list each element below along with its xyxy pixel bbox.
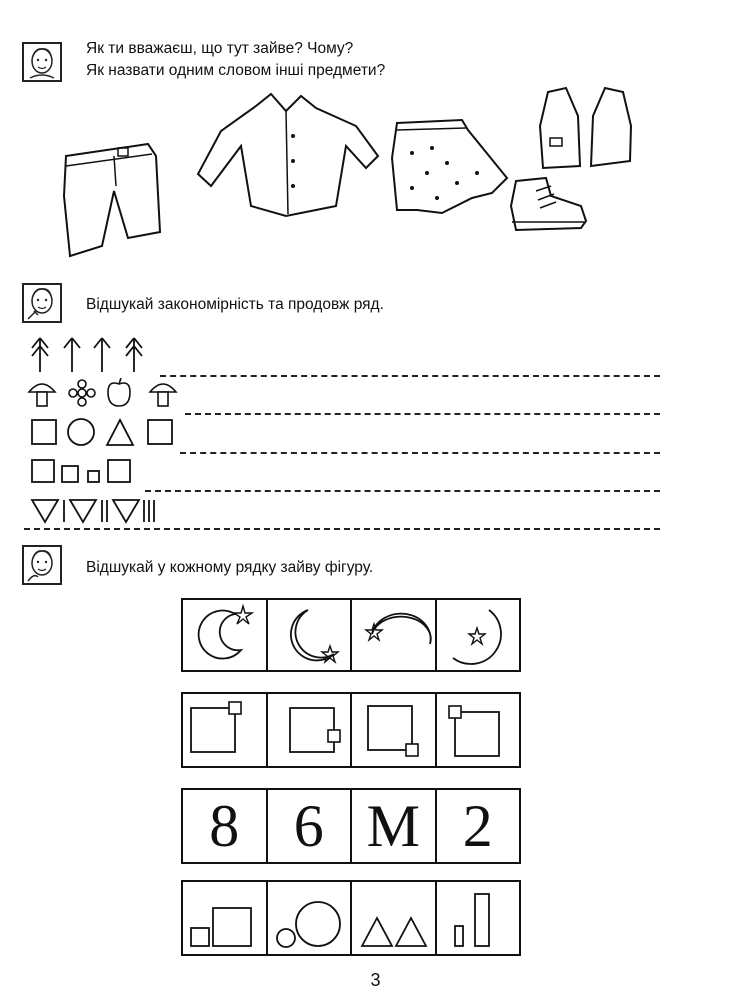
symbol-cell-3[interactable] [352,790,437,862]
pattern-row-sizes [30,458,140,486]
answer-line-3 [180,452,660,454]
symbol-cell-1[interactable] [183,790,268,862]
moon-cell-2[interactable] [268,600,353,670]
task1-question-1: Як ти вважаєш, що тут зайве? Чому? [86,40,354,57]
vest-illustration [538,86,633,176]
square-cell-3[interactable] [352,694,437,766]
pattern-row-shapes [30,418,180,448]
odd-one-row-symbols [181,788,521,864]
boot-illustration [506,176,591,236]
answer-line-4 [145,490,660,492]
answer-line-5 [24,528,660,530]
square-cell-2[interactable] [268,694,353,766]
pattern-row-objects [26,378,186,410]
moon-cell-4[interactable] [437,600,520,670]
odd-one-row-moons [181,598,521,672]
child-writing-icon [22,283,62,323]
symbol-cell-4[interactable] [437,790,520,862]
task2-instruction: Відшукай закономірність та продовж ряд. [86,296,384,313]
pattern-row-triangles-bars [30,497,160,525]
child-pointing-icon [22,545,62,585]
task1-question-2: Як назвати одним словом інші предмети? [86,62,386,79]
moon-cell-3[interactable] [352,600,437,670]
symbol-2: 6 [293,793,324,859]
task3-instruction: Відшукай у кожному рядку зайву фігуру. [86,559,374,576]
odd-one-row-squares [181,692,521,768]
child-face-icon [22,42,62,82]
pair-cell-4[interactable] [437,882,520,954]
odd-one-row-pairs [181,880,521,956]
shirt-illustration [196,86,381,221]
symbol-cell-2[interactable] [268,790,353,862]
pair-cell-1[interactable] [183,882,268,954]
symbol-4: 2 [462,793,493,859]
square-cell-4[interactable] [437,694,520,766]
symbol-1: 8 [209,793,240,859]
answer-line-2 [185,413,660,415]
moon-cell-1[interactable] [183,600,268,670]
pair-cell-2[interactable] [268,882,353,954]
skirt-illustration [382,118,512,218]
square-cell-1[interactable] [183,694,268,766]
symbol-3: M [366,793,420,859]
shorts-illustration [58,136,168,266]
page-number: 3 [370,970,381,990]
answer-line-1 [160,375,660,377]
pattern-row-trees [26,336,156,372]
pair-cell-3[interactable] [352,882,437,954]
